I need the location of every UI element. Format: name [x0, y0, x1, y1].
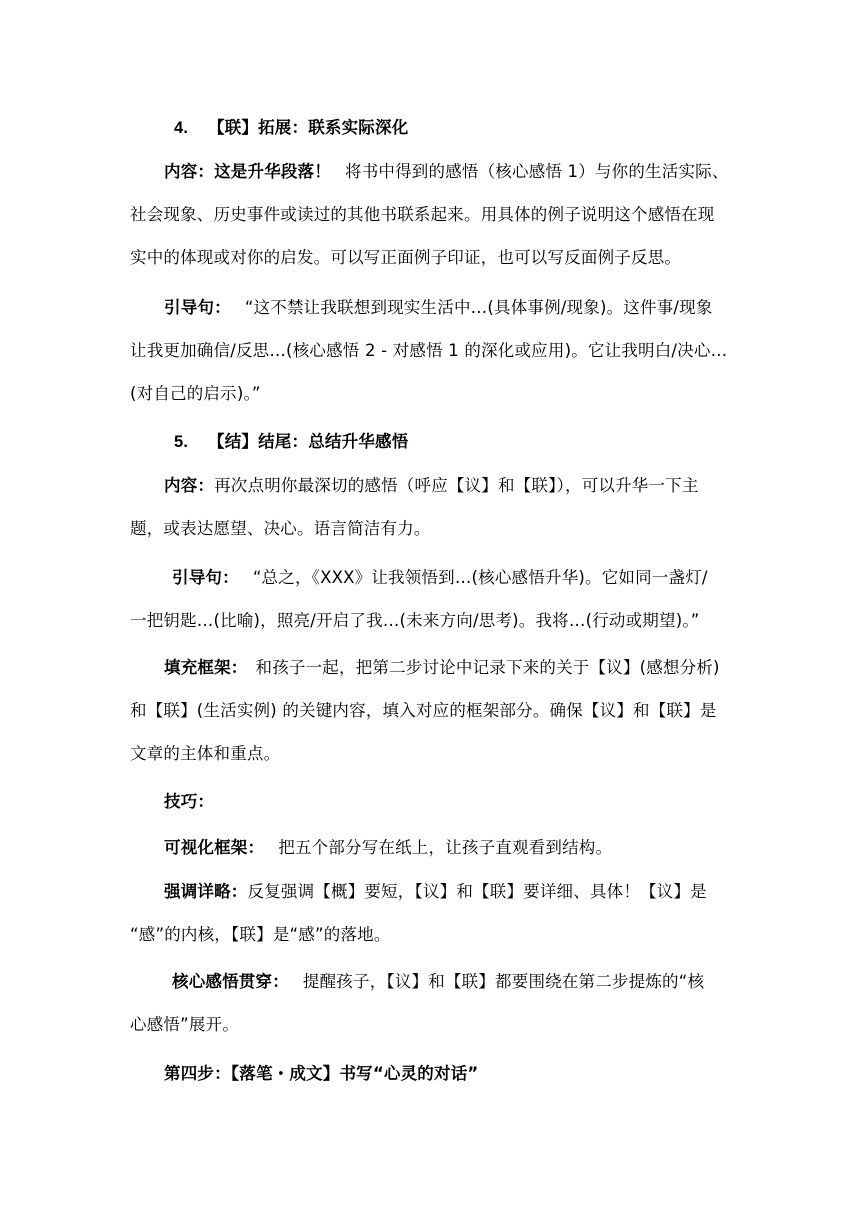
section5-guide-line1: “总之，《XXX》让我领悟到…(核心感悟升华)。它如同一盏灯/ [252, 568, 708, 587]
section5-guide-label: 引导句： [172, 568, 239, 587]
section4-guide-line1: “这不禁让我联想到现实生活中…(具体事例/现象)。这件事/现象 [244, 298, 713, 317]
fill-frame-paragraph [130, 646, 730, 775]
section5-content [130, 464, 730, 550]
tip-core-line1: 提醒孩子，【议】和【联】都要围绕在第二步提炼的“核 [302, 972, 705, 991]
section4-number: 4. [174, 119, 189, 137]
section4-content [130, 150, 730, 279]
step4-title: 第四步：【落笔・成文】书写“心灵的对话” [164, 1064, 479, 1083]
section4-content-label: 内容：这是升华段落！ [164, 162, 331, 181]
fill-frame-label: 填充框架： [164, 658, 248, 677]
tip-emphasis-line2: “感”的内核，【联】是“感”的落地。 [130, 925, 391, 944]
section5-guide [130, 556, 730, 642]
tip-core-label: 核心感悟贯穿： [172, 972, 289, 991]
section4-heading [130, 106, 730, 149]
section5-heading [130, 420, 730, 463]
tip-core-line2: 心感悟”展开。 [130, 1015, 239, 1034]
section4-guide-label: 引导句： [164, 298, 231, 317]
section5-content-label: 内容： [164, 476, 215, 495]
tips-label: 技巧： [164, 792, 215, 811]
tips-heading [130, 780, 730, 823]
section5-number: 5. [174, 433, 189, 451]
section4-guide-line2: 让我更加确信/反思…(核心感悟 2 - 对感悟 1 的深化或应用)。它让我明白/决心… [130, 341, 728, 360]
tip-visual-text: 把五个部分写在纸上，让孩子直观看到结构。 [278, 838, 613, 857]
fill-frame-line2: 和【联】(生活实例) 的关键内容，填入对应的框架部分。确保【议】和【联】是 [130, 701, 717, 720]
section4-content-line1: 将书中得到的感悟（核心感悟 1）与你的生活实际、 [345, 162, 729, 181]
section5-title: 【结】结尾：总结升华感悟 [208, 432, 409, 451]
section4-content-line3: 实中的体现或对你的启发。可以写正面例子印证，也可以写反面例子反思。 [130, 248, 682, 267]
section5-guide-line2: 一把钥匙…(比喻)，照亮/开启了我…(未来方向/思考)。我将…(行动或期望)。” [130, 611, 700, 630]
tip-emphasis [130, 870, 730, 956]
tip-core-insight [130, 960, 730, 1046]
section5-content-line1: 再次点明你最深切的感悟（呼应【议】和【联】），可以升华一下主 [214, 476, 699, 495]
step4-heading [130, 1052, 730, 1095]
tip-emphasis-label: 强调详略： [164, 882, 248, 901]
tip-emphasis-line1: 反复强调【概】要短，【议】和【联】要详细、具体！【议】是 [247, 882, 707, 901]
section4-guide [130, 286, 730, 415]
section4-title: 【联】拓展：联系实际深化 [208, 118, 409, 137]
tip-visual-framework [130, 826, 730, 869]
fill-frame-line3: 文章的主体和重点。 [130, 744, 281, 763]
fill-frame-line1: 和孩子一起，把第二步讨论中记录下来的关于【议】(感想分析) [255, 658, 720, 677]
section4-content-line2: 社会现象、历史事件或读过的其他书联系起来。用具体的例子说明这个感悟在现 [130, 205, 715, 224]
section5-content-line2: 题，或表达愿望、决心。语言简洁有力。 [130, 519, 431, 538]
section4-guide-line3: (对自己的启示)。” [130, 384, 261, 403]
tip-visual-label: 可视化框架： [164, 838, 265, 857]
